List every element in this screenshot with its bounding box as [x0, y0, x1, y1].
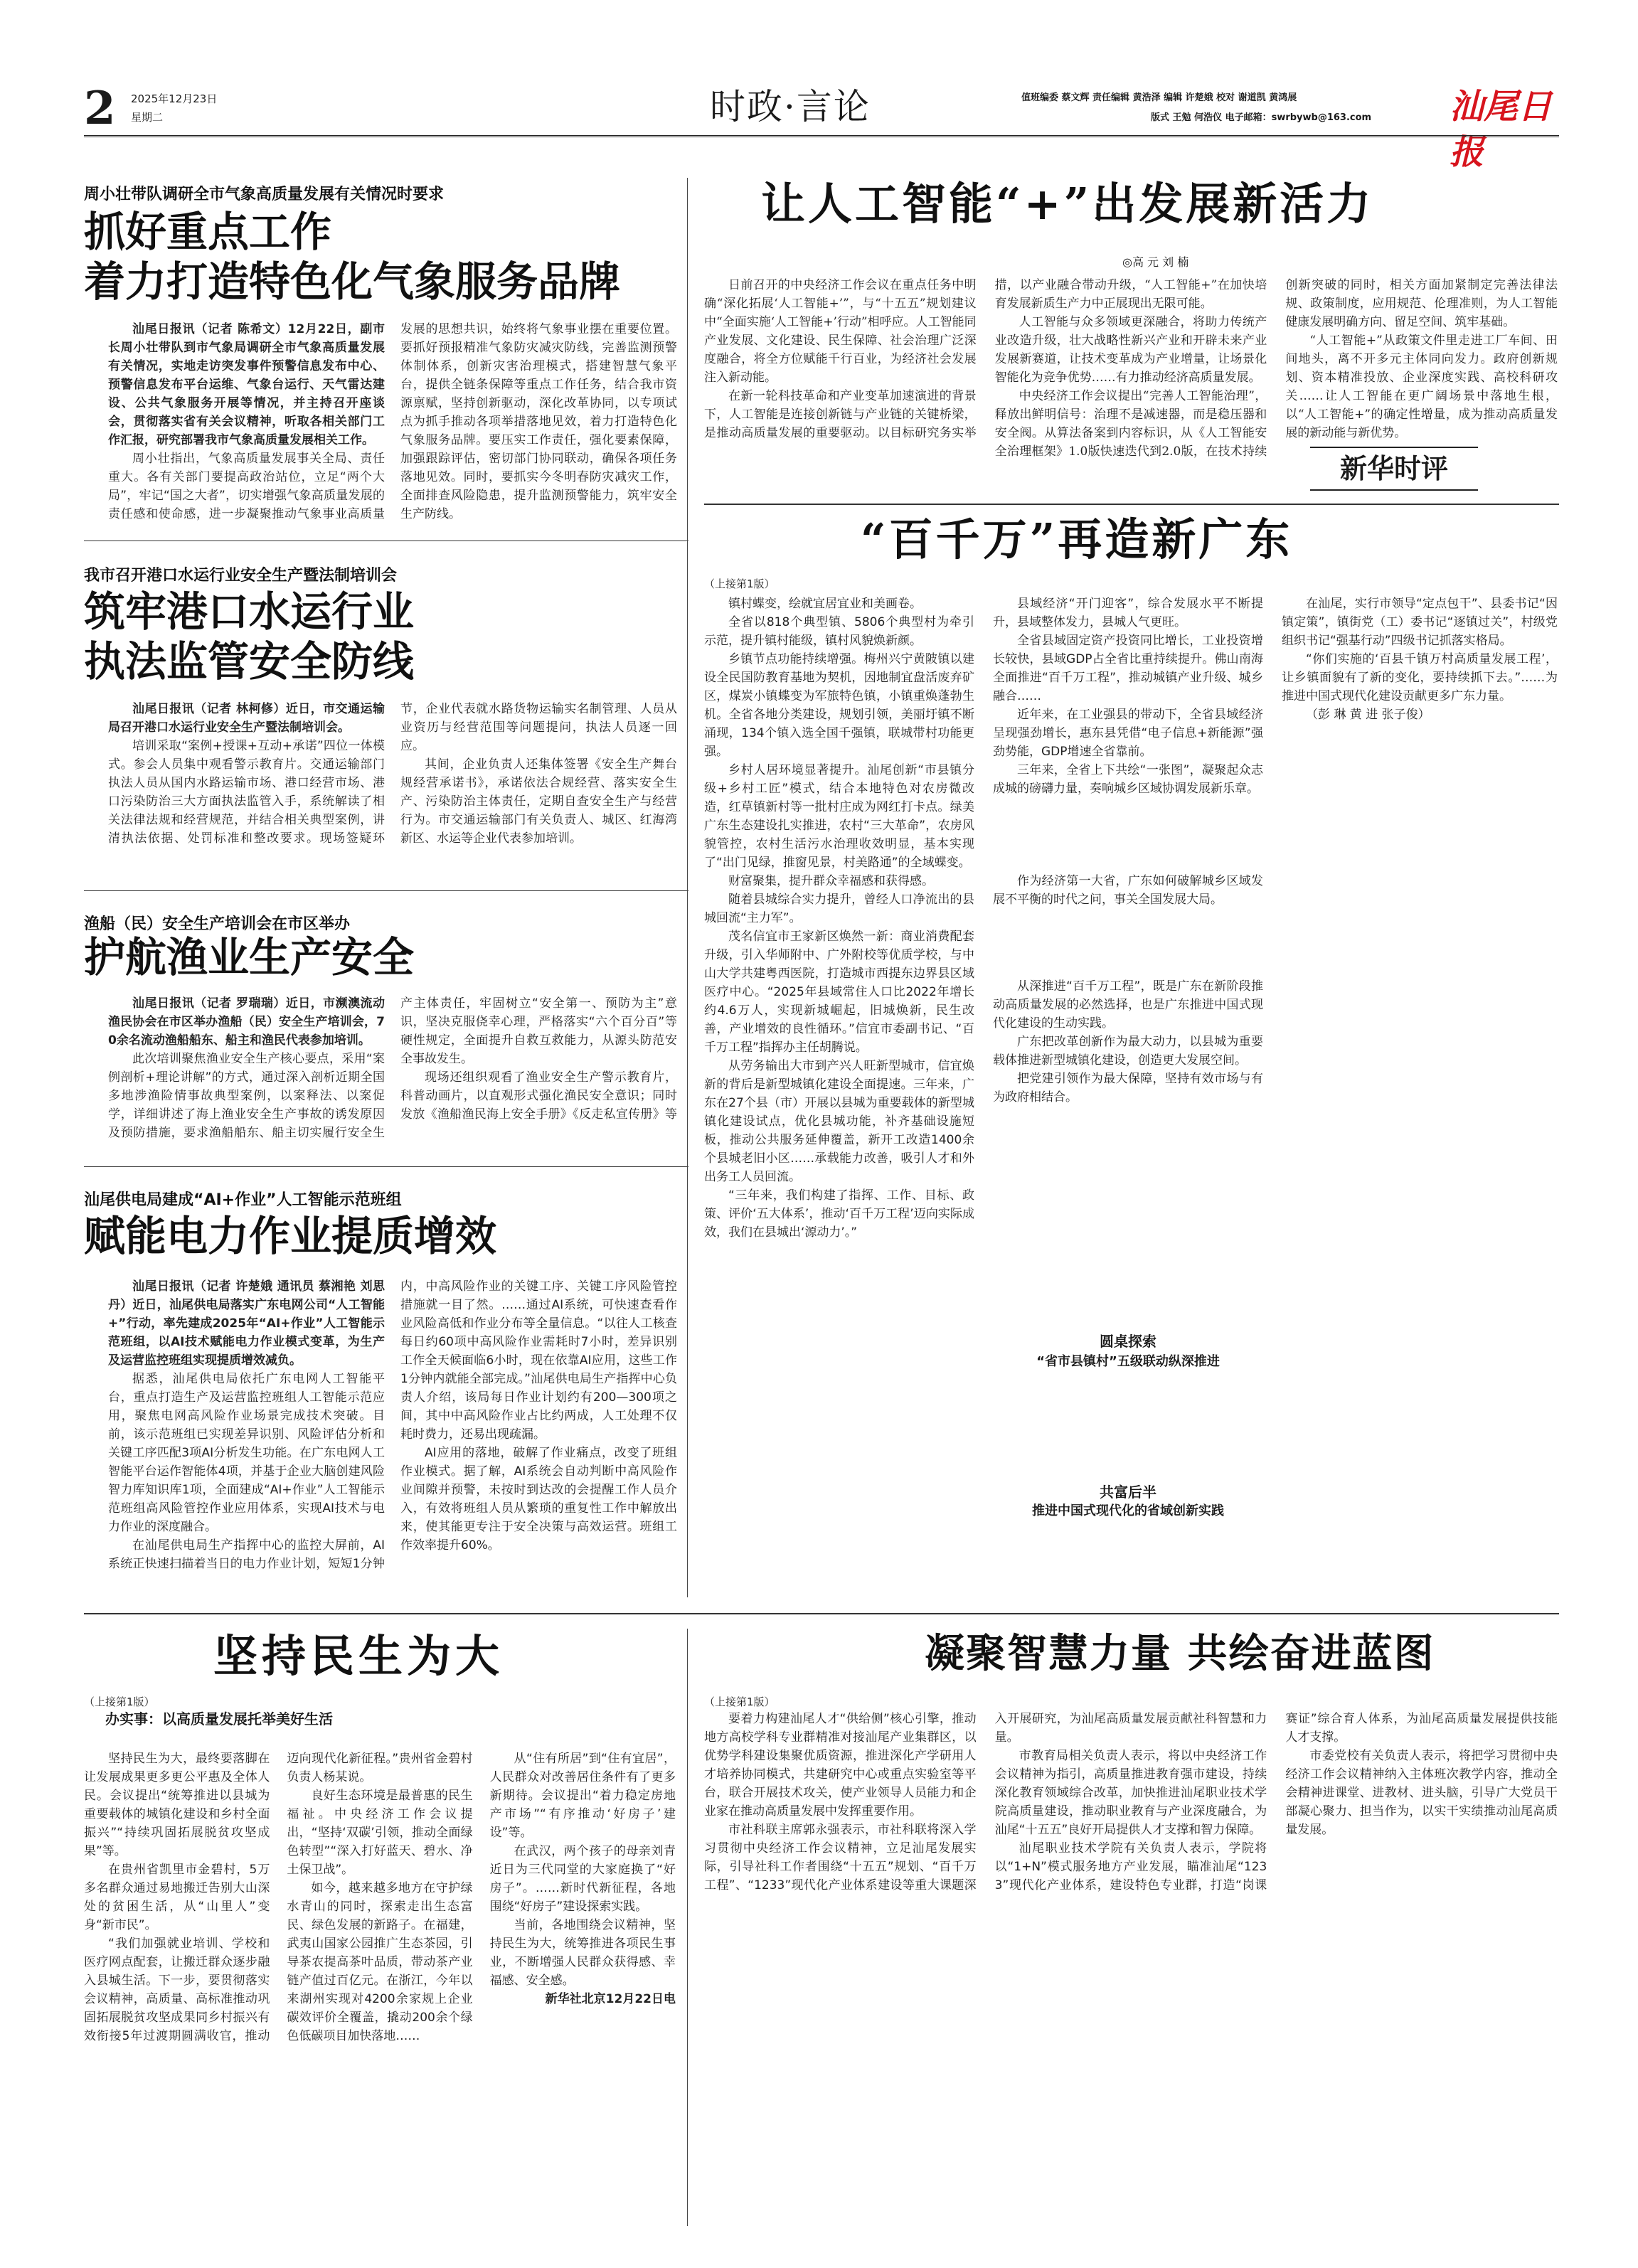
article5-paragraph: 坚持民生为大，最终要落脚在让发展成果更多更公平惠及全体人民。会议提出“统筹推进以县城为重要载体的城镇化建设和乡村全面振兴”“持续巩固拓展脱贫攻坚成果”等。: [84, 1752, 270, 1858]
article5-paragraph: 如今，越来越多地方在守护绿水青山的同时，探索走出生态富民、绿色发展的新路子。在福建，武夷山国家公园推广生态茶园，引导茶农提高茶叶品质，带动茶产业链产值过百亿元。在浙江，今年以来湖州实现对4200余家规上企业碳效评价全覆盖，撬动200余个绿色低碳项目加快落地……: [287, 1881, 473, 2043]
article5-continued: （上接第1版）: [84, 1695, 155, 1708]
article6-paragraph: 要着力构建汕尾人才“供给侧”核心引擎，推动地方高校学科专业群精准对接汕尾产业集群区，以优势学科建设集聚优质资源，推进深化产学研用人才培养协同模式，共建研究中心或重点实验室等平台，联合开展技术攻关，使产业领导人员能力和企业家在推动高质量发展中发挥重要作用。: [704, 1712, 977, 1819]
feature-paragraph: 全省以818个典型镇、5806个典型村为牵引示范，提升镇村能级，镇村风貌焕新颜。: [704, 615, 974, 648]
page-number: 2: [84, 82, 116, 135]
feature-paragraph: “你们实施的‘百县千镇万村高质量发展工程’，让乡镇面貌有了新的变化，要持续抓下去。”……为推进中国式现代化建设贡献更多广东力量。: [1282, 652, 1558, 703]
editorial-byline: ◎高 元 刘 楠: [1122, 255, 1189, 269]
feature-section1-subheading: “省市县镇村”五级联动纵深推进: [993, 1351, 1263, 1370]
feature-paragraph: “三年来，我们构建了指挥、工作、目标、政策、评价‘五大体系’，推动‘百千万工程’迈向实际成效，我们在县城出‘源动力’。”: [704, 1188, 974, 1240]
article4-kicker: 汕尾供电局建成“AI+作业”人工智能示范班组: [84, 1191, 402, 1209]
article2-paragraph: 培训采取“案例+授课+互动+承诺”四位一体模式。参会人员集中观看警示教育片。交通运输部门执法人员从国内水路运输市场、港口经营市场、港口污染防治三大方面执法监管入手，系统解读了相关法律法规和经营规范，并结合相关典型案例，讲清执法依据、处罚标准和整改要求。现场签疑环节，企业代表就水路货物运输实名制管理、人员从业资历与经营范围等问题提问，执法人员逐一回应。: [108, 702, 677, 846]
feature-paragraph: 全省县域固定资产投资同比增长，工业投资增长较快，县域GDP占全省比重持续提升。佛山南海全面推进“百千万工程”，推动城镇产业升级、城乡融合……: [993, 634, 1263, 703]
article1-kicker: 周小壮带队调研全市气象高质量发展有关情况时要求: [84, 186, 445, 203]
article4-paragraph: 在汕尾供电局生产指挥中心的监控大屏前，AI系统正快速扫描着当日的电力作业计划，短短1分钟内，中高风险作业的关键工序、关键工序风险管控措施就一目了然。……通过AI系统，可快速查看作业风险高低和作业分布等全量信息。“以往人工核查每日约60项中高风险作业需耗时7小时，差异识别工作全天候面临6小时，现在依靠AI应用，这些工作1分钟内就能全部完成。”汕尾供电局生产指挥中心负责人介绍，该局每日作业计划约有200—300项之间，其中中高风险作业占比约两成，人工处理不仅耗时费力，还易出现疏漏。: [108, 1279, 677, 1571]
editorial-paragraph: 在新一轮科技革命和产业变革加速演进的背景下，人工智能是连接创新链与产业链的关键桥梁，是推动高质量发展的重要驱动。以目标研究务实举措，以产业融合带动升级，“人工智能+”在加快培育发展新质生产力中正展现出无限可能。: [704, 278, 1267, 440]
feature-paragraph: 把党建引领作为最大保障，坚持有效市场与有为政府相结合。: [993, 1072, 1263, 1104]
issue-date: 2025年12月23日: [131, 92, 218, 105]
editorial-title: 让人工智能“+”出发展新活力: [761, 178, 1374, 230]
article1-body: [108, 320, 677, 523]
credits-line-2: 版式 王勉 何浩仪 电子邮箱：swrbywb@163.com: [1151, 112, 1372, 123]
article6-paragraph: 市社科联主席郭永强表示，市社科联将深入学习贯彻中央经济工作会议精神，立足汕尾发展实际，引导社科工作者围绕“十五五”规划、“百千万工程”、“1233”现代化产业体系建设等重大课题深入开展研究，为汕尾高质量发展贡献社科智慧和力量。: [704, 1712, 1267, 1892]
editorial-badge: 新华时评: [1310, 447, 1478, 491]
article6-paragraph: 市委党校有关负责人表示，将把学习贯彻中央经济工作会议精神纳入主体班次教学内容，推动全会精神进课堂、进教材、进头脑，引导广大党员干部凝心聚力、担当作为，以实干实绩推动汕尾高质量发展。: [1285, 1749, 1558, 1837]
article1-paragraph: 周小壮指出，气象高质量发展事关全局、责任重大。各有关部门要提高政治站位，立足“两个大局”，牢记“国之大者”，切实增强气象高质量发展的责任感和使命感，进一步凝聚推动气象事业高质量发展的思想共识，始终将气象事业摆在重要位置。要抓好预报精准气象防灾减灾防线，完善监测预警体制体系，创新灾害治理模式，搭建智慧气象平台，提供全链条保障等重点工作任务，结合我市资源禀赋，坚持创新驱动，深化改革协同，以专项试点为抓手推动各项举措落地见效，着力打造特色化气象服务品牌。要压实工作责任，强化要素保障，加强跟踪评估，密切部门协同联动，确保各项任务落地见效。同时，要抓实今冬明春防灾减灾工作，全面排查风险隐患，提升监测预警能力，筑牢安全生产防线。: [108, 322, 677, 521]
article5-paragraph: 在武汉，两个孩子的母亲刘青近日为三代同堂的大家庭换了“好房子”。……新时代新征程，各地围绕“好房子”建设探索实践。: [489, 1844, 676, 1914]
feature-paragraph: 茂名信宜市王家新区焕然一新：商业消费配套升级，引入华师附中、广外附校等优质学校，与中山大学共建粤西医院，打造城市西提东边界县区域医疗中心。“2025年县域常住人口比2022年增长约4.6万人，实现新城崛起，旧城焕新，民生改善，产业增效的良性循环。”信宜市委副书记、“百千万工程”指挥办主任胡腾说。: [704, 930, 974, 1055]
feature-section1-heading: 圆桌探索: [993, 1330, 1263, 1351]
article5-paragraph: 在贵州省凯里市金碧村，5万多名群众通过易地搬迁告别大山深处的贫困生活，从“山里人”变身“新市民”。: [84, 1863, 270, 1932]
article2-title-line2: 执法监管安全防线: [84, 637, 415, 686]
feature-paragraph: 近年来，在工业强县的带动下，全省县域经济呈现强劲增长，惠东县凭借“电子信息+新能源”强劲势能，GDP增速全省靠前。: [993, 708, 1263, 759]
feature-column-3: [1282, 595, 1558, 1597]
divider: [84, 1166, 688, 1167]
feature-section2-heading: 共富后半: [993, 1481, 1263, 1501]
article2-title-line1: 筑牢港口水运行业: [84, 587, 415, 636]
article2-kicker: 我市召开港口水运行业安全生产暨法制培训会: [84, 567, 398, 585]
article5-paragraph: 从“住有所居”到“住有宜居”，人民群众对改善居住条件有了更多新期待。会议提出“着力稳定房地产市场”“有序推动‘好房子’建设”等。: [489, 1752, 676, 1840]
divider: [84, 1613, 1559, 1614]
article5-dateline: 新华社北京12月22日电: [545, 1992, 676, 2006]
article3-title: 护航渔业生产安全: [84, 933, 415, 981]
feature-paragraph: 作为经济第一大省，广东如何破解城乡区域发展不平衡的时代之问，事关全国发展大局。: [993, 874, 1263, 907]
article5-subhead: 办实事：以高质量发展托举美好生活: [105, 1710, 333, 1727]
article5-paragraph: “我们加强就业培训、学校和医疗网点配套，让搬迁群众逐步融入县城生活。下一步，要贯彻落实会议精神，高质量、高标准推动巩固拓展脱贫攻坚成果同乡村振兴有效衔接5年过渡期圆满收官，推动迈向现代化新征程。”贵州省金碧村负责人杨某说。: [84, 1752, 473, 2043]
article1-title-line1: 抓好重点工作: [84, 208, 332, 256]
article4-title: 赋能电力作业提质增效: [84, 1212, 497, 1260]
divider: [84, 890, 688, 891]
article5-paragraph: 良好生态环境是最普惠的民生福祉。中央经济工作会议提出，“坚持‘双碳’引领，推动全面绿色转型”“深入打好蓝天、碧水、净土保卫战”。: [287, 1789, 473, 1877]
feature-paragraph: 广东把改革创新作为最大动力，以县城为重要载体推进新型城镇化建设，创造更大发展空间。: [993, 1035, 1263, 1068]
article3-paragraph: 现场还组织观看了渔业安全生产警示教育片，科普动画片，以直观形式强化渔民安全意识；同时发放《渔船渔民海上安全手册》《反走私宣传册》等: [400, 1070, 677, 1122]
feature-paragraph: 乡村人居环境显著提升。汕尾创新“市县镇分级+乡村工匠”模式，结合本地特色对农房微改造，红草镇新村等一批村庄成为网红打卡点。绿美广东生态建设扎实推进，农村“三大革命”，农房风貌管控，农村生活污水治理收效明显，基本实现了“出门见绿，推窗见景，村美路通”的全域蝶变。: [704, 763, 974, 870]
article4-paragraph: 汕尾日报讯（记者 许楚娥 通讯员 蔡湘艳 刘思丹）近日，汕尾供电局落实广东电网公司“人工智能+”行动，率先建成2025年“AI+作业”人工智能示范班组，以AI技术赋能电力作业模式变革，为生产及运营监控班组实现提质增效减负。: [108, 1279, 385, 1368]
editorial-paragraph: 人工智能与众多领域更深融合，将助力传统产业改造升级，壮大战略性新兴产业和开辟未来产业发展新赛道，让技术变革成为产业增量，让场景化智能化为竞争优势……有力推动经济高质量发展。: [994, 315, 1267, 385]
article6-body: [704, 1710, 1558, 2212]
article5-title: 坚持民生为大: [213, 1630, 504, 1682]
article3-paragraph: 汕尾日报讯（记者 罗瑞瑞）近日，市濒澳流动渔民协会在市区举办渔船（民）安全生产培训会，70余名流动渔船船东、船主和渔民代表参加培训。: [108, 996, 385, 1048]
feature-paragraph: 镇村蝶变，绘就宜居宜业和美画卷。: [728, 597, 922, 611]
feature-paragraph: 乡镇节点功能持续增强。梅州兴宁黄陂镇以建设全民国防教育基地为契机，因地制宜盘活废弃矿区，煤炭小镇蝶变为军旅特色镇，小镇重焕蓬勃生机。全省各地分类建设，规划引领，美丽圩镇不断涌现，134个镇入选全国千强镇，联城带村功能更强。: [704, 652, 974, 759]
feature-paragraph: 县域经济“开门迎客”，综合发展水平不断提升，县域整体发力，县城人气更旺。: [993, 597, 1263, 629]
credits-line-1: 值班编委 蔡文辉 责任编辑 黄浩泽 编辑 许楚娥 校对 谢道凯 黄鸿展: [1021, 92, 1297, 103]
article5-body: [84, 1750, 676, 2212]
column-divider: [687, 1629, 688, 2226]
article6-continued: （上接第1版）: [704, 1695, 775, 1708]
feature-paragraph: 随着县城综合实力提升，曾经人口净流出的县城回流“主力军”。: [704, 893, 974, 925]
feature-continued: （上接第1版）: [704, 577, 775, 590]
masthead: [84, 82, 1558, 172]
feature-paragraph: 三年来，全省上下共绘“一张图”，凝聚起众志成城的磅礴力量，奏响城乡区域协调发展新乐章。: [993, 763, 1263, 796]
editorial-paragraph: 中央经济工作会议提出“完善人工智能治理”，释放出鲜明信号：治理不是减速器，而是稳压器和安全阀。从算法备案到内容标识，从《人工智能安全治理框架》1.0版快速迭代到2.0版，在技术持续创新突破的同时，相关方面加紧制定完善法律法规、政策制度，应用规范、伦理准则，为人工智能健康发展明确方向、留足空间、筑牢基础。: [994, 278, 1558, 459]
article3-kicker: 渔船（民）安全生产培训会在市区举办: [84, 915, 351, 933]
article4-paragraph: 据悉，汕尾供电局依托广东电网人工智能平台，重点打造生产及运营监控班组人工智能示范应用，聚焦电网高风险作业场景完成技术突破。目前，该示范班组已实现差异识别、风险评估分析和关键工序匹配3项AI分析发生功能。在广东电网人工智能平台运作智能体4项，并基于企业大脑创建风险智力库知识库1项，全面建成“AI+作业”人工智能示范班组高风险管控作业应用体系，实现AI技术与电力作业的深度融合。: [108, 1372, 385, 1534]
article6-paragraph: 汕尾职业技术学院有关负责人表示，学院将以“1+N”模式服务地方产业发展，瞄准汕尾“1233”现代化产业体系，建设特色专业群，打造“岗课赛证”综合育人体系，为汕尾高质量发展提供技能人才支撑。: [994, 1712, 1558, 1892]
divider: [704, 504, 1559, 505]
feature-paragraph: 从深推进“百千万工程”，既是广东在新阶段推动高质量发展的必然选择，也是广东推进中国式现代化建设的生动实践。: [993, 979, 1263, 1031]
column-divider: [687, 178, 688, 1597]
article2-body: [108, 700, 677, 873]
feature-column-1: [704, 595, 974, 1597]
article1-title-line2: 着力打造特色化气象服务品牌: [84, 257, 621, 306]
article5-paragraph: 当前，各地围绕会议精神，坚持民生为大，统筹推进各项民生事业，不断增强人民群众获得感、幸福感、安全感。: [489, 1918, 676, 1988]
feature-title: “百千万”再造新广东: [861, 513, 1293, 565]
feature-column-2: [993, 595, 1263, 1597]
article2-paragraph: 其间，企业负责人还集体签署《安全生产舞台规经营承诺书》，承诺依法合规经营、落实安全生产、污染防治主体责任，定期自查安全生产与经营行为。市交通运输部门有关负责人、城区、红海湾新区、水运等企业代表参加培训。: [400, 757, 677, 846]
feature-paragraph: 从劳务输出大市到产兴人旺新型城市，信宜焕新的背后是新型城镇化建设全面提速。三年来，广东在27个县（市）开展以县城为重要载体的新型城镇化建设试点，优化县城功能，补齐基础设施短板，推动公共服务延伸覆盖，新开工改造1400余个县城老旧小区……承载能力改善，吸引人才和外出务工人员回流。: [704, 1059, 974, 1184]
article4-body: [108, 1277, 677, 1587]
editorial-paragraph: “人工智能+”从政策文件里走进工厂车间、田间地头，离不开多元主体同向发力。政府创新规划、资本精准投放、企业深度实践、高校科研攻关……让人工智能在更广阔场景中落地生根，以“人工智能+”的确定性增量，成为推动高质量发展的新动能与新优势。: [1285, 334, 1558, 440]
editorial-paragraph: 日前召开的中央经济工作会议在重点任务中明确“深化拓展‘人工智能+’”，与“十五五”规划建议中“全面实施‘人工智能+’行动”相呼应。人工智能同产业发展、文化建设、民生保障、社会治理广泛深度融合，将全方位赋能千行百业，为经济社会发展注入新动能。: [704, 278, 977, 385]
newspaper-logo: 汕尾日报: [1450, 87, 1553, 172]
article3-paragraph: 此次培训聚焦渔业安全生产核心要点，采用“案例剖析+理论讲解”的方式，通过深入剖析近期全国多地涉渔险情事故典型案例，以案释法、以案促学，详细讲述了海上渔业安全生产事故的诱发原因及预防措施，要求渔船船东、船主切实履行安全生产主体责任，牢固树立“安全第一、预防为主”意识，坚决克服侥幸心理，严格落实“六个百分百”等硬性规定，全面提升自救互救能力，从源头防范安全事故发生。: [108, 996, 677, 1140]
feature-paragraph: 财富聚集，提升群众幸福感和获得感。: [728, 874, 934, 888]
feature-section2-subheading: 推进中国式现代化的省域创新实践: [993, 1501, 1263, 1519]
article1-paragraph: 汕尾日报讯（记者 陈希文）12月22日，副市长周小壮带队到市气象局调研全市气象高质量发展有关情况，实地走访突发事件预警信息发布中心、预警信息发布平台运维、气象台运行、天气雷达建设、公共气象服务开展等情况，并主持召开座谈会，贯彻落实省有关会议精神，听取各相关部门工作汇报，研究部署我市气象高质量发展相关工作。: [108, 322, 385, 447]
article3-body: [108, 994, 677, 1149]
issue-weekday: 星期二: [131, 111, 164, 124]
article6-title: 凝聚智慧力量 共绘奋进蓝图: [925, 1630, 1435, 1677]
article4-paragraph: AI应用的落地，破解了作业痛点，改变了班组作业模式。据了解，AI系统会自动判断中高风险作业间隙并预警，未按时到达改的会提醒工作人员介入，有效将班组人员从繁琐的重复性工作中解放出来，使其能更专注于安全决策与高效运营。班组工作效率提升60%。: [400, 1446, 677, 1553]
feature-paragraph: 在汕尾，实行市领导“定点包干”、县委书记“因镇定策”，镇街党（工）委书记“逐镇过关”，村级党组织书记“强基行动”四级书记抓落实格局。: [1282, 597, 1558, 648]
article2-paragraph: 汕尾日报讯（记者 林柯修）近日，市交通运输局召开港口水运行业安全生产暨法制培训会。: [108, 702, 385, 735]
masthead-rule: [84, 135, 1559, 137]
section-name: 时政·言论: [710, 86, 871, 127]
feature-paragraph: （彭 琳 黄 进 张子俊）: [1306, 708, 1430, 722]
article6-paragraph: 市教育局相关负责人表示，将以中央经济工作会议精神为指引，高质量推进教育强市建设，持续深化教育领域综合改革，加快推进汕尾职业技术学院高质量建设，推动职业教育与产业深度融合，为汕尾“十五五”良好开局提供人才支撑和智力保障。: [994, 1749, 1267, 1837]
